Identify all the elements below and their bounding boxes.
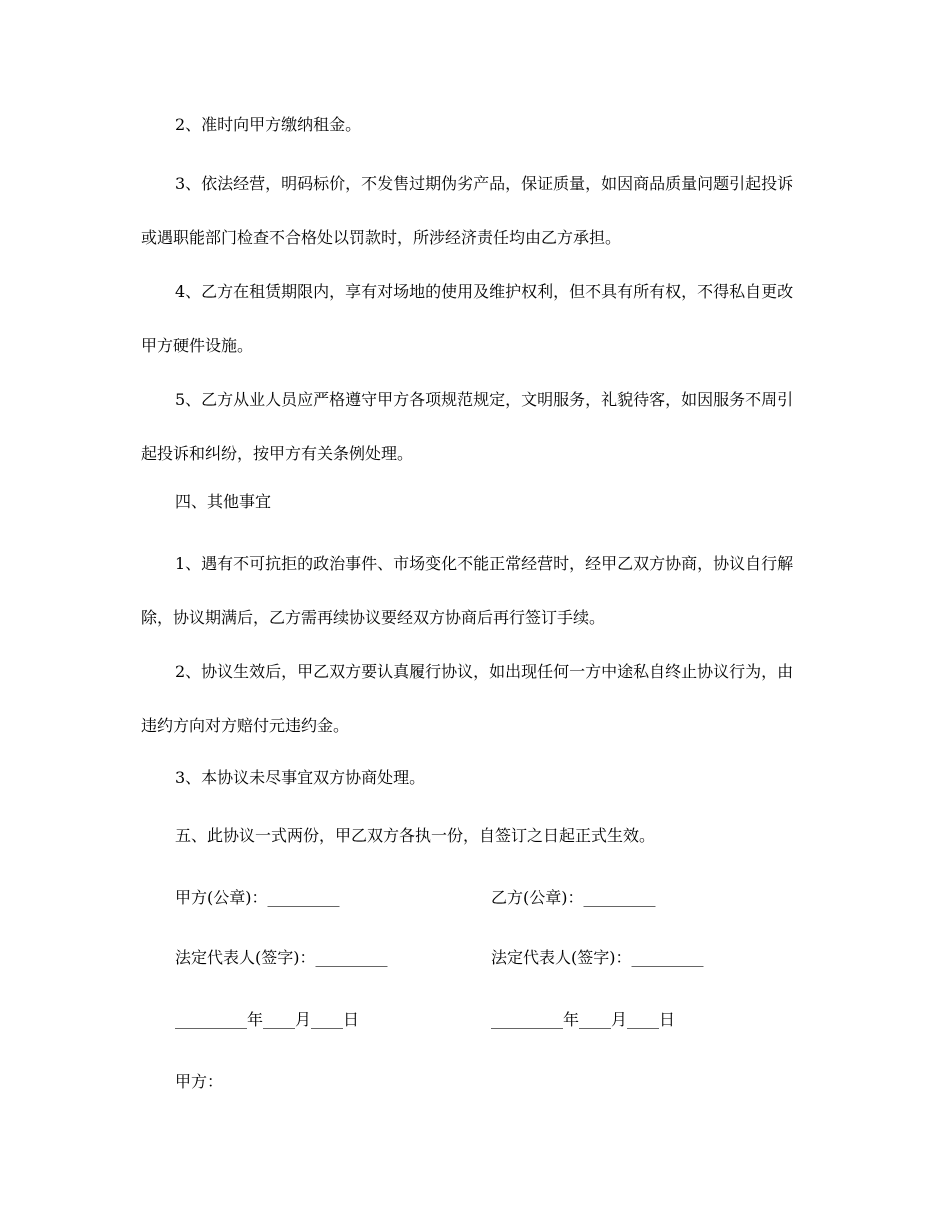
signature-row-seal — [175, 886, 795, 910]
closing-party-label: 甲方： — [175, 1072, 224, 1091]
clause-paragraph: 3、依法经营，明码标价，不发售过期伪劣产品，保证质量，如因商品质量问题引起投诉或遇职能部门检查不合格处以罚款时，所涉经济责任均由乙方承担。 — [141, 174, 794, 247]
signature-row-representative — [175, 946, 795, 970]
clause-paragraph: 1、遇有不可抗拒的政治事件、市场变化不能正常经营时，经甲乙双方协商，协议自行解除，协议期满后，乙方需再续协议要经双方协商后再行签订手续。 — [141, 554, 794, 627]
closing-party-line — [175, 1070, 795, 1094]
party-a-date-field: _________年____月____日 — [175, 1010, 360, 1029]
party-b-representative-field: 法定代表人(签字)：_________ — [491, 948, 704, 967]
signature-row-date — [175, 1008, 795, 1032]
clause-paragraph: 五、此协议一式两份，甲乙双方各执一份，自签订之日起正式生效。 — [175, 826, 656, 845]
clause-paragraph: 3、本协议未尽事宜双方协商处理。 — [175, 768, 426, 787]
party-a-representative-field: 法定代表人(签字)：_________ — [175, 948, 388, 967]
section-heading: 四、其他事宜 — [175, 492, 272, 511]
party-a-seal-field: 甲方(公章)：_________ — [175, 888, 340, 907]
clause-paragraph: 5、乙方从业人员应严格遵守甲方各项规范规定，文明服务，礼貌待客，如因服务不周引起投诉和纠纷，按甲方有关条例处理。 — [141, 390, 794, 463]
clause-paragraph: 2、准时向甲方缴纳租金。 — [175, 115, 362, 134]
clause-paragraph: 4、乙方在租赁期限内，享有对场地的使用及维护权利，但不具有所有权，不得私自更改甲方硬件设施。 — [141, 282, 794, 355]
party-b-seal-field: 乙方(公章)：_________ — [491, 888, 656, 907]
party-b-date-field: _________年____月____日 — [491, 1010, 676, 1029]
clause-paragraph: 2、协议生效后，甲乙双方要认真履行协议，如出现任何一方中途私自终止协议行为，由违约方向对方赔付元违约金。 — [141, 662, 794, 735]
